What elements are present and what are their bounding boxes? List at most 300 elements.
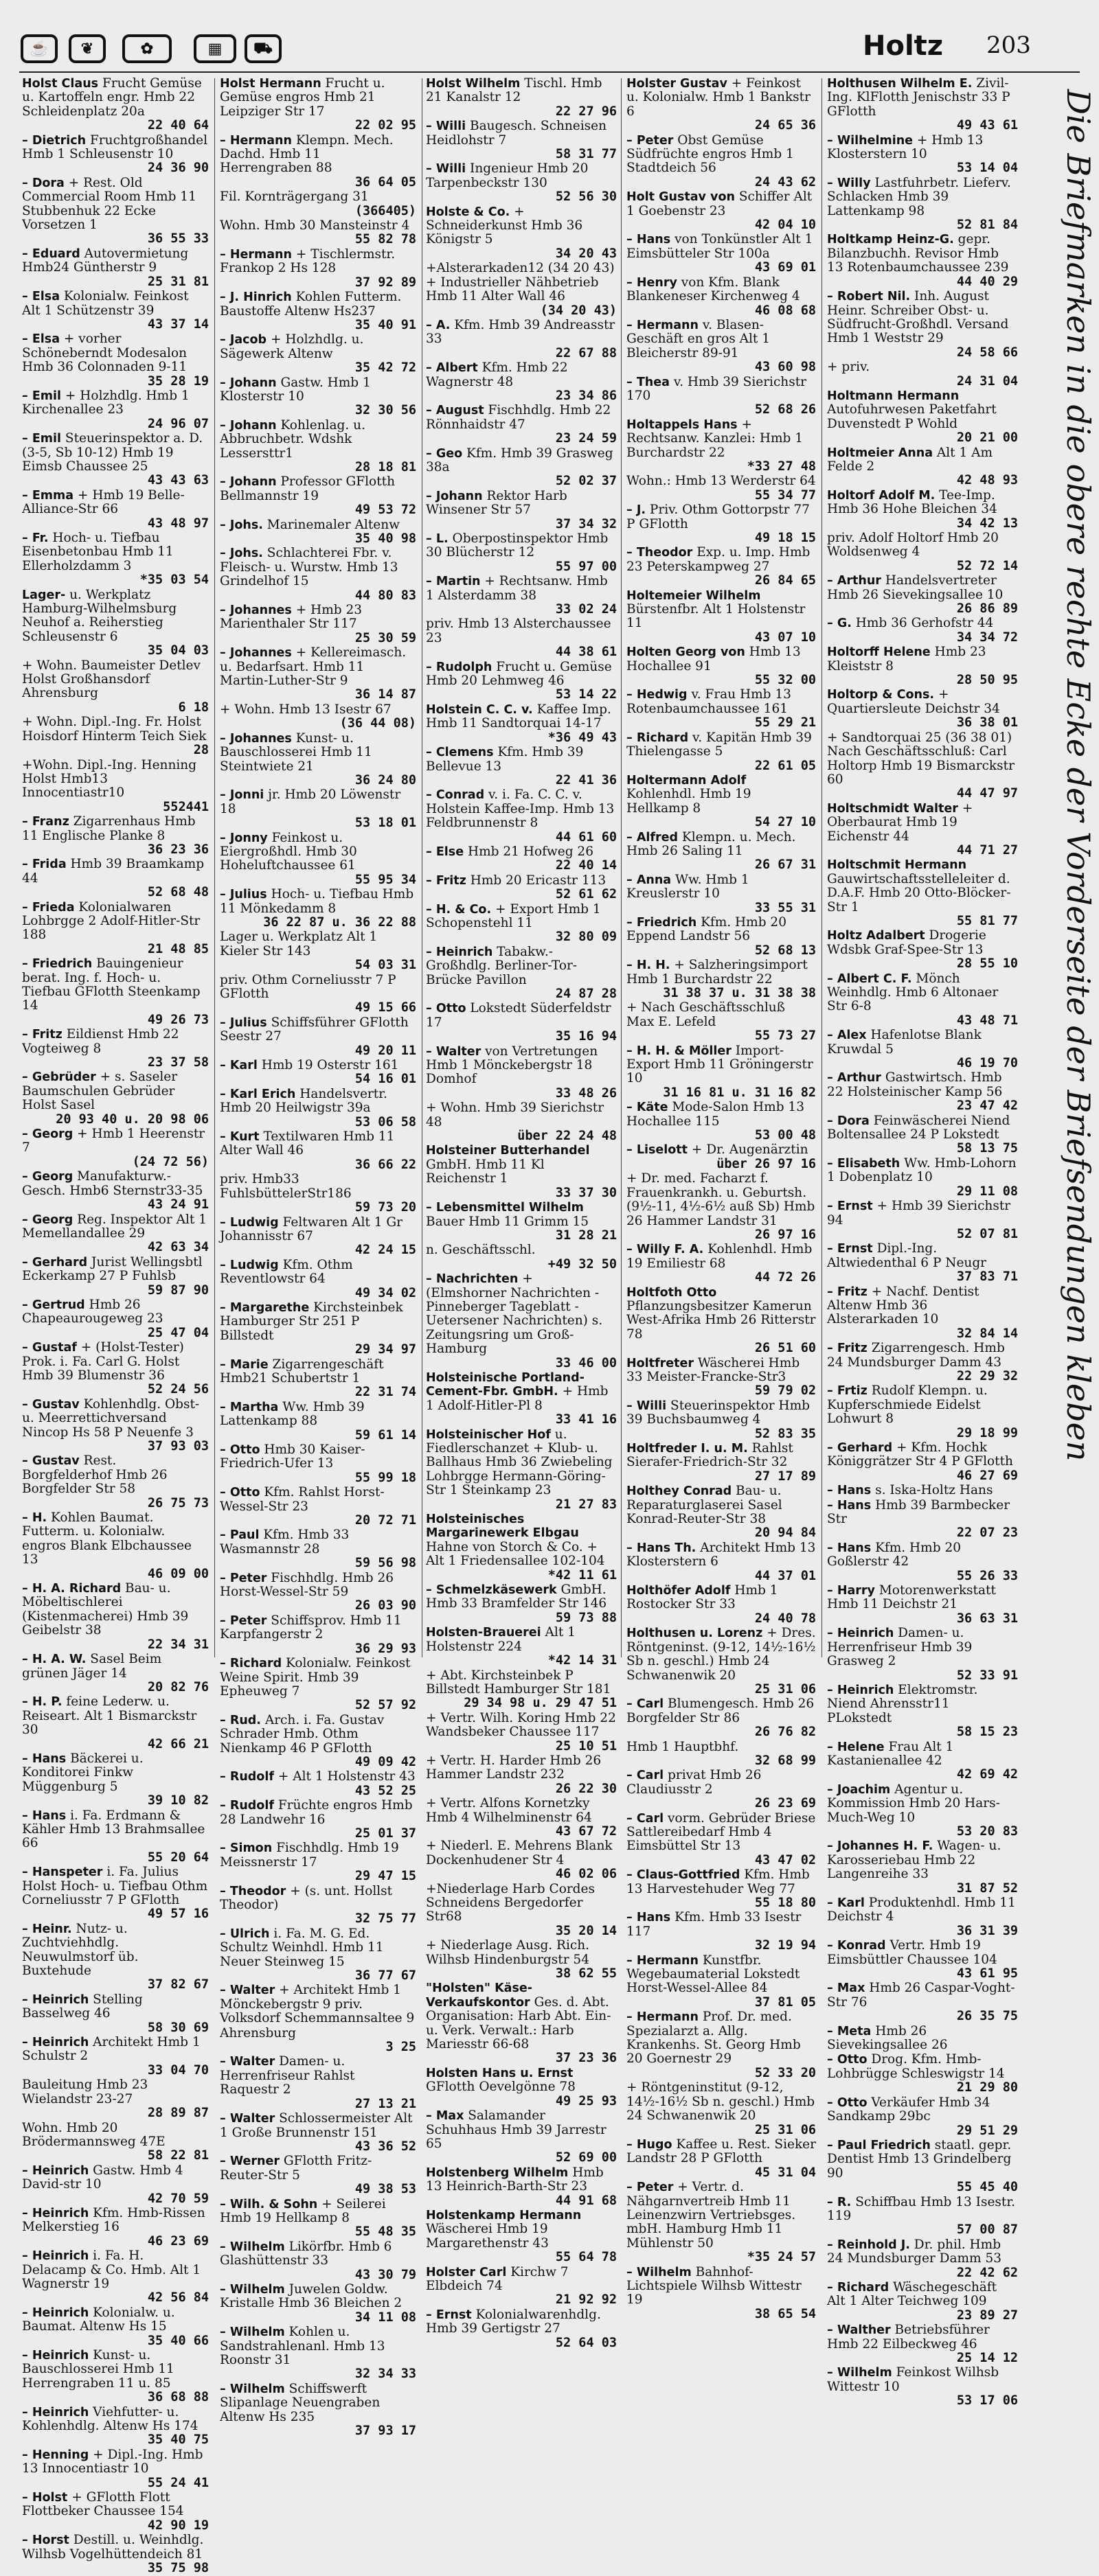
entry-details: s. Iska-Holtz Hans [875,1483,993,1498]
entry-details: Bauer Hmb 11 Grimm 15 [426,1214,589,1229]
directory-entry [626,546,816,588]
phone-number: 59 61 14 [354,1427,416,1442]
entry-details: Hmb 26 Sievekingsallee 26 [827,2023,948,2053]
entry-name: – Heinrich [22,2249,89,2263]
directory-entry [626,589,816,645]
directory-entry [220,1443,416,1485]
entry-text [220,1486,416,1514]
phone-number: 52 33 20 [754,2065,816,2080]
directory-entry [626,1357,816,1399]
entry-details: Schiffsprov. Hmb 11 Karpfangerstr 2 [220,1613,402,1642]
entry-text [220,1130,416,1158]
entry-name: – Rud. [220,1714,261,1727]
directory-entry [426,1144,617,1200]
entry-name: – R. [827,2196,851,2209]
phone-number: 34 11 08 [354,2310,416,2325]
entry-text [22,1028,209,1056]
entry-text [220,2325,416,2367]
entry-name: – Gustav [22,1398,80,1412]
entry-name: – Emma [22,489,73,503]
entry-text [827,360,1018,374]
entry-name: – Gebrüder [22,1070,96,1084]
entry-details: u. Fiedlerschanzet + Klub- u. Ballhaus Hmb 36 Zwiebeling Lohbrgge Hermann-Göring-Str 1 Steinkamp 23 [426,1427,613,1498]
entry-name: Holt Gustav von [626,190,735,205]
entry-details: jr. Hmb 20 Löwenstr 18 [220,787,401,816]
phone-number: 53 00 48 [754,1128,816,1143]
entry-details: + Holzhdlg. u. Sägewerk Altenw [220,332,364,361]
directory-entry [626,1868,816,1910]
entry-text [22,1070,209,1112]
phone-number: 21 92 92 [555,2292,617,2308]
entry-details: Kfm. Hmb 39 Grasweg 38a [426,446,613,474]
entry-text [426,1797,617,1825]
entry-name: – Wilh. & Sohn [220,2198,317,2211]
directory-entry [827,290,1018,360]
phone-number: 26 03 90 [354,1598,416,1613]
entry-name: – Peter [220,1614,267,1628]
entry-text [626,1243,816,1271]
entry-name: – H. P. [22,1695,63,1709]
entry-details: Früchte engros Hmb 28 Landwehr 16 [220,1798,413,1827]
entry-name: Holtorff Helene [827,645,931,660]
phone-number: 42 66 21 [147,1736,209,1751]
entry-text [426,1002,617,1030]
entry-details: +Niederlage Harb Cordes Schneidens Bergedorfer Str68 [426,1881,595,1924]
entry-details: Fischhdlg. Hmb 22 Rönnhaidstr 47 [426,403,611,432]
directory-entry [22,1256,209,1298]
phone-number: 44 38 61 [555,645,617,660]
entry-details: Wagen- u. Karosseriebau Hmb 22 Langenreihe 33 [827,1839,1001,1882]
directory-entry [220,419,416,475]
phone-number: 34 34 72 [956,630,1018,645]
directory-entry [220,2112,416,2154]
entry-text [426,404,617,432]
entry-details: Hahne von Storch & Co. + Alt 1 Friedensallee 102-104 [426,1539,605,1569]
entry-text [426,490,617,518]
phone-number: 22 41 36 [555,772,617,787]
entry-name: – Ernst [827,1242,873,1256]
entry-text [22,332,209,374]
entry-name: – Wilhelm [220,2325,285,2339]
entry-text [220,2027,416,2040]
directory-entry [22,1398,209,1454]
directory-entry [426,162,617,204]
entry-name: – Heinrich [22,2349,89,2362]
entry-text [22,901,209,943]
entry-text [22,588,209,645]
phone-number: 44 47 97 [956,786,1018,801]
directory-entry [426,1371,617,1427]
phone-number: 36 66 22 [354,1157,416,1172]
phone-number: 35 40 91 [354,317,416,332]
directory-entry [22,1993,209,2035]
entry-details: Kfm. Hmb 13 Harvestehuder Weg 77 [626,1867,810,1896]
entry-details: Stelling Basselweg 46 [22,1992,143,2021]
entry-details: Wohn. Hmb 30 Mansteinstr 4 [220,218,410,233]
entry-text [426,903,617,931]
entry-text [626,1172,816,1228]
entry-name: – Willi [626,1399,666,1413]
entry-text [626,276,816,304]
directory-entry [426,2308,617,2350]
entry-text [220,518,416,532]
entry-text [426,2209,617,2251]
phone-number: 37 34 32 [555,516,617,531]
phone-number: 26 67 31 [754,858,816,873]
entry-text [220,1216,416,1244]
phone-number: 36 55 33 [147,231,209,246]
entry-details: Fil. Kornträgergang 31 [220,189,369,205]
directory-entry [22,1213,209,1255]
phone-number: *42 14 31 [547,1653,617,1668]
directory-entry [827,2139,1018,2195]
entry-name: – Clemens [426,746,494,759]
directory-entry [827,1626,1018,1683]
phone-number: 49 57 16 [147,1907,209,1922]
directory-entry [220,2154,416,2196]
phone-number: 34 42 13 [956,516,1018,531]
phone-number: 22 07 23 [956,1526,1018,1541]
entry-text [22,1454,209,1496]
entry-name: – Fritz [22,1028,63,1042]
directory-entry [220,1841,416,1883]
entry-details: Frau Alt 1 Kastanienallee 42 [827,1739,954,1768]
entry-text [827,1584,1018,1612]
entry-name: – August [426,404,484,417]
directory-entry [626,1626,816,1697]
entry-details: Kunst- u. Bauschlosserei Hmb 11 Herrengraben 11 u. 85 [22,2348,174,2391]
directory-entry [220,788,416,830]
entry-text [220,646,416,688]
entry-text [827,1981,1018,2010]
entry-details: Kfm. Hmb-Rissen Melkerstieg 16 [22,2205,205,2235]
entry-details: Schiffer Alt 1 Goebenstr 23 [626,189,813,218]
entry-text [220,290,416,319]
directory-entry [220,831,416,888]
directory-entry [426,1712,617,1753]
directory-entry [426,788,617,844]
directory-entry [426,617,617,659]
entry-text [626,1143,816,1157]
entry-details: + vorher Schöneberndt Modesalon Hmb 36 Colonnaden 9-11 [22,332,188,375]
directory-entry [626,645,816,687]
phone-number: 53 18 01 [354,816,416,831]
entry-details: + Hmb 1 Heerenstr 7 [22,1127,205,1155]
phone-number: 58 15 23 [956,1725,1018,1740]
entry-details: Oberpostinspektor Hmb 30 Blücherstr 12 [426,531,609,560]
entry-text [626,645,816,674]
entry-name: – Ernst [426,2308,472,2322]
directory-entry [220,1927,416,1983]
phone-number: 36 64 05 [354,174,416,189]
directory-entry [220,290,416,332]
entry-name: – Emil [22,389,61,403]
entry-details: Rektor Harb Winsener Str 57 [426,488,567,518]
entry-name: – Konrad [827,1939,886,1953]
phone-number: 42 56 84 [147,2290,209,2305]
entry-text [827,645,1018,674]
entry-text [827,1199,1018,1228]
entry-details: Kohlenhdl. Hmb 19 Emiliestr 68 [626,1242,813,1271]
entry-text [827,1114,1018,1142]
entry-name: – L. [426,532,449,546]
entry-name: – Reinhold J. [827,2238,910,2252]
entry-text [426,660,617,689]
phone-number: 42 63 34 [147,1240,209,1255]
phone-number: 32 80 09 [555,930,617,945]
entry-text [426,575,617,603]
phone-number: 37 81 05 [754,1994,816,2010]
entry-text [220,219,416,233]
directory-entry [220,1059,416,1087]
entry-details: + Vertr. Alfons Kornetzky Hmb 4 Wilhelminenstr 64 [426,1796,592,1825]
directory-entry [426,361,617,403]
directory-entry [827,2366,1018,2408]
entry-name: – Johann [426,490,483,503]
directory-entry [220,1614,416,1656]
directory-entry [22,2349,209,2405]
directory-entry [827,1157,1018,1199]
directory-entry [220,1216,416,1258]
directory-entry [626,2266,816,2322]
entry-name: – H. A. Richard [22,1582,121,1596]
directory-entry [426,1797,617,1839]
entry-name: Holtschmit Hermann [827,858,967,873]
entry-details: Lokstedt Süderfeldstr 17 [426,1001,611,1030]
phone-number: 43 52 25 [354,1783,416,1798]
entry-details: Tee-Imp. Hmb 36 Hohe Bleichen 34 [827,487,997,517]
entry-details: + Röntgeninstitut (9-12, 14½-16½ Sb n. geschl.) Hmb 24 Schwanenwik 20 [626,2080,815,2124]
entry-text [626,2181,816,2251]
entry-name: – Werner [220,2154,280,2168]
entry-name: – Lebensmittel Wilhelm [426,1201,584,1215]
directory-entry [220,1486,416,1528]
directory-entry [827,1071,1018,1113]
entry-text [827,1384,1018,1426]
phone-number: 23 37 58 [147,1055,209,1070]
phone-number: 43 43 63 [147,473,209,488]
phone-number: 25 47 04 [147,1325,209,1340]
directory-entry [626,831,816,873]
entry-details: Sasel Beim grünen Jäger 14 [22,1652,162,1681]
entry-text [626,190,816,218]
phone-number: 54 27 10 [754,815,816,830]
directory-entry [426,1754,617,1796]
phone-number: 43 07 10 [754,630,816,645]
entry-text [626,1697,816,1725]
directory-entry [827,688,1018,730]
entry-text [426,77,617,105]
entry-name: – Hermann [220,134,292,148]
entry-text [626,1286,816,1342]
phone-number: 49 20 11 [354,1043,416,1058]
directory-entry [220,1258,416,1300]
entry-text [827,134,1018,162]
entry-details: v. Frau Hmb 13 Rotenbaumchaussee 161 [626,687,791,716]
entry-name: – Georg [22,1170,73,1184]
entry-text [22,1809,209,1851]
entry-name: – Johannes [220,603,292,617]
entry-details: + Dres. Röntgeninst. (9-12, 14½-16½ Sb n. geschl.) Hmb 24 Schwanenwik 20 [626,1626,816,1683]
entry-details: n. Geschäftsschl. [426,1243,536,1258]
directory-entry [827,1896,1018,1938]
entry-name: – Walther [827,2323,891,2337]
phone-number: 46 19 70 [956,1056,1018,1071]
phone-number: 44 37 01 [754,1568,816,1583]
entry-details: Alt 1 Am Felde 2 [827,445,993,474]
phone-number: (36 44 08) [339,716,416,731]
entry-text [626,503,816,531]
entry-name: – A. [426,319,450,332]
entry-details: Frucht u. Gemüse engros Hmb 21 Leipziger Str 17 [220,76,385,119]
entry-text [827,1028,1018,1057]
entry-details: + Hmb 13 Klosterstern 10 [827,133,984,162]
entry-details: Baugesch. Schneisen Heidlohstr 7 [426,119,607,148]
entry-text [220,1401,416,1429]
directory-entry [220,732,416,788]
directory-entry [220,190,416,218]
entry-details: Kfm. Hmb 39 Bellevue 13 [426,745,584,774]
directory-entry [426,2109,617,2165]
entry-text [426,361,617,389]
directory-entry [426,1669,617,1711]
directory-entry [22,247,209,289]
entry-text [827,1071,1018,1099]
entry-name: – Martin [426,575,481,588]
phone-number: 39 10 82 [147,1793,209,1808]
entry-text [220,2240,416,2268]
entry-text [827,617,1018,630]
directory-entry [827,2196,1018,2238]
entry-details: Kolonialw. u. Baumat. Altenw Hs 15 [22,2305,175,2334]
entry-text [827,688,1018,716]
entry-name: – Peter [626,2181,673,2194]
entry-text [426,2266,617,2294]
entry-name: – Wilhelm [220,2283,285,2297]
entry-text [626,1868,816,1896]
entry-details: Hmb 39 Braamkamp 44 [22,857,205,886]
directory-entry [827,1981,1018,2023]
directory-entry [827,1740,1018,1782]
entry-name: – Johannes H. F. [827,1839,933,1853]
directory-entry [827,2025,1018,2053]
entry-details: Steuerinspektor Hmb 39 Buchsbaumweg 4 [626,1398,810,1427]
entry-name: – Gustaf [22,1341,77,1355]
entry-text [22,1127,209,1155]
phone-number: 43 30 79 [354,2267,416,2282]
directory-entry [22,1070,209,1127]
entry-details: Kaffee Imp. Hmb 11 Sandtorquai 14-17 [426,702,611,731]
phone-number: 6 18 [178,700,209,715]
entry-text [220,1841,416,1870]
directory-entry [626,1954,816,2010]
entry-text [426,205,617,247]
phone-number: 49 26 73 [147,1012,209,1027]
entry-name: – H. & Co. [426,903,491,917]
entry-text [626,1740,816,1754]
entry-text [626,1769,816,1797]
entry-text [827,446,1018,474]
entry-details: Bauleitung Hmb 23 Wielandstr 23-27 [22,2078,148,2106]
entry-details: Handelsvertr. Hmb 20 Heilwigstr 39a [220,1086,387,1116]
entry-text [626,831,816,859]
entry-details: + Rest. Old Commercial Room Hmb 11 Stubbenhuk 22 Ecke Vorsetzen 1 [22,175,196,233]
phone-number: 52 68 26 [754,402,816,417]
entry-details: Bauingenieur berat. Ing. f. Hoch- u. Tiefbau GFlotth Steenkamp 14 [22,956,201,1013]
entry-details: Kfm. Rahlst Horst-Wessel-Str 23 [220,1485,385,1514]
directory-entry [426,874,617,902]
entry-text [827,531,1018,560]
entry-details: Hmb 13 Hochallee 91 [626,645,801,674]
directory-entry [827,1285,1018,1342]
phone-number: 58 30 69 [147,2020,209,2035]
directory-entry [220,376,416,418]
entry-details: + Wohn. Baumeister Detlev Holst Großhansdorf Ahrensburg [22,658,201,701]
entry-text [220,1528,416,1556]
entry-details: + Kellereimasch. u. Bedarfsart. Hmb 11 Martin-Luther-Str 9 [220,645,407,689]
entry-details: i. Fa. H. Delacamp & Co. Hmb. Alt 1 Wagnerstr 19 [22,2249,201,2291]
entry-text [426,319,617,347]
entry-text [426,2109,617,2151]
entry-text [827,1626,1018,1668]
directory-entry [22,134,209,176]
entry-details: Kohlenhdl. Hmb 19 Hellkamp 8 [626,787,751,816]
phone-number: 22 31 74 [354,1385,416,1400]
entry-name: – H. [22,1511,47,1525]
directory-entry [827,574,1018,616]
entry-name: – Hans [22,1752,66,1766]
phone-number: 54 16 01 [354,1072,416,1087]
entry-name: Holtschmidt Walter [827,801,958,816]
entry-name: – Ludwig [220,1258,279,1272]
phone-number: 36 22 87 u. 36 22 88 [263,915,416,930]
phone-number: 35 28 19 [147,373,209,389]
entry-name: Holster Carl [426,2265,507,2279]
phone-number: 38 65 54 [754,2306,816,2321]
entry-name: – Wilhelm [220,2240,285,2254]
entry-text [220,930,416,958]
entry-text [426,532,617,560]
entry-text [220,1258,416,1287]
entry-details: Obst Gemüse Südfrüchte engros Hmb 1 Stadtdeich 56 [626,133,794,176]
phone-number: 43 61 95 [956,1966,1018,1981]
directory-entry [220,518,416,547]
entry-details: Eildienst Hmb 22 Vogteiweg 8 [22,1027,179,1056]
entry-name: – Käte [626,1101,668,1114]
phone-number: 42 90 19 [147,2518,209,2533]
phone-number: 26 84 65 [754,573,816,588]
entry-name: – Heinr. [22,1922,72,1936]
phone-number: 28 89 87 [147,2106,209,2121]
phone-number: 25 14 12 [956,2351,1018,2365]
entry-name: – Otto [426,1002,466,1015]
entry-details: Wohn. Hmb 20 Brödermannsweg 47E [22,2120,166,2149]
phone-number: 55 29 21 [754,715,816,731]
directory-entry [220,603,416,645]
entry-name: – Henning [22,2448,89,2462]
entry-details: Pflanzungsbesitzer Kamerun West-Afrika Hmb 26 Ritterstr 78 [626,1298,816,1342]
entry-name: – Richard [626,731,688,745]
entry-details: + Nachf. Dentist Altenw Hmb 36 Alsterarkaden 10 [827,1284,979,1327]
entry-name: Holtz Adalbert [827,929,925,943]
entry-name: – Alex [827,1028,867,1042]
directory-entry [626,688,816,730]
phone-number: 20 21 00 [956,430,1018,446]
entry-details: Bau- u. Möbeltischlerei (Kistenmacherei) Hmb 39 Geibelstr 38 [22,1581,189,1638]
phone-number: 31 87 52 [956,1881,1018,1896]
entry-details: privat Hmb 26 Claudiusstr 2 [626,1768,762,1797]
directory-entry [827,531,1018,573]
